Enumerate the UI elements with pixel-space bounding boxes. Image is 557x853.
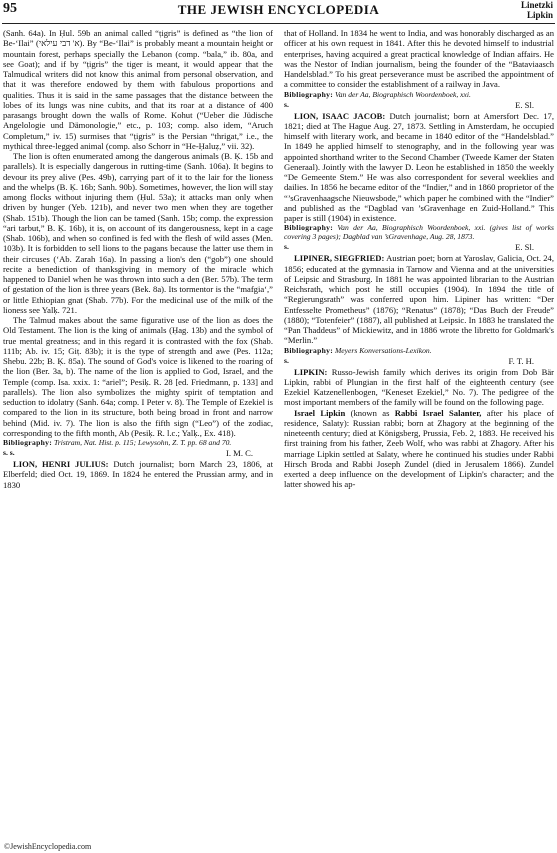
entry-lipiner: [284, 253, 554, 345]
signature-line: [3, 447, 273, 459]
author-initials: E. Sl.: [515, 99, 534, 110]
classification-mark: s.: [284, 242, 289, 252]
author-initials: F. T. H.: [508, 355, 534, 366]
entry-text: after his place of residence, Salaty): Russian rabbi; born at Zhagory at the beginning of the nineteenth century; died at Königsberg, Prussia, Feb. 2, 1883. He received his first training from his father, Zeeb Wolf, who was rabbi at Zhagory. After his marriage Lipkin settled at Salaty, where he continued his studies under Rabbi Hirsch Broda and Rabbi Joseph Zundel (died in Jerusalem 1866). Zundel exerted a deep influence on the development of Lipkin's character; and the latter showed his ap-: [284, 407, 554, 490]
entry-title: LION, ISAAC JACOB:: [294, 110, 386, 121]
right-column: [284, 28, 554, 490]
signature-line: [284, 355, 554, 367]
entry-title: LION, HENRI JULIUS:: [13, 459, 109, 469]
signature-line: [284, 99, 554, 111]
subentry-connector: (known as: [345, 407, 395, 418]
bibliography-text: Van der Aa, Biographisch Woordenboek, xxi. (gives list of works covering 3 pages); Dagblad van ’sGravenhage, Aug. 28, 1873.: [284, 223, 554, 242]
classification-mark: s.: [284, 99, 289, 109]
entry-israel-lipkin: [284, 408, 554, 490]
bibliography: [3, 438, 273, 447]
bibliography-label: Bibliography:: [284, 345, 334, 355]
bibliography-text: Tristram, Nat. Hist. p. 115; Lewysohn, Z. T. pp. 68 and 70.: [53, 438, 232, 447]
entry-lion-isaac: [284, 111, 554, 224]
catchword-first: Linetzki: [520, 0, 553, 10]
classification-mark: s. s.: [3, 448, 15, 457]
entry-lipkin: [284, 367, 554, 408]
signature-line: [284, 241, 554, 253]
bibliography-text: Van der Aa, Biographisch Woordenboek, xxi.: [334, 89, 471, 99]
classification-mark: s.: [284, 355, 289, 365]
bibliography: [284, 346, 554, 355]
copyright-footer: ©JewishEncyclopedia.com: [4, 842, 92, 851]
catchwords: [521, 0, 553, 20]
bibliography: [284, 90, 554, 99]
page-number: 95: [3, 1, 17, 16]
entry-text: Dutch journalist; born at Amersfort Dec. 17, 1821; died at The Hague Aug. 27, 1873. Settling in Amsterdam, he occupied himself with literary work, and became in 1840 editor of the “Handelsblad.” In 1849 he applied himself to stenography, and in the following year was appointed shorthand writer to the Second Chamber (Tweede Kamer der Staten Generaal). Jointly with the lawyer D. Leon he established in 1850 the weekly “De Gemeente Stem.” He was also correspondent for several weeklies and dailies. In 1856 he became editor of the “Indier,” and in 1860 proprietor of the “’sGravenhaagsche Nieuwsbode,” which paper he combined with the “Indier” and published as the “Dagblad van ’sGravenhage en Zuid-Holland.” This paper is still (1904) in existence.: [284, 110, 554, 223]
left-column: [3, 28, 273, 490]
entry-lion-henri: [3, 459, 273, 490]
lion-paragraph: The Talmud makes about the same figurative use of the lion as does the Old Testament. The lion is the king of animals (Ḥag. 13b) and the symbol of true mental greatness; and in this regard it is contrasted with the fox (Shab. 111b; Ab. iv. 15; Giṭ. 83b); it is the type of strength and awe (Pes. 112a; Shebu. 22b; B. Ḳ. 85a). The sound of God's voice is likened to the roaring of the lion (Ber. 3a, b). The name of the lion is applied to God, Israel, and the Temple (comp. Isa. xxix. 1: “ariel”; Pesiḳ. R. 28 [ed. Friedmann, p. 133] and parallels). The lion also symbolizes the mighty spirit of temptation and seduction to idolatry (Sanh. 64a; comp. I Peter v. 8). The Temple of Ezekiel is compared to the lion in its structure, both being broad in front and narrow behind (Mid. iv. 7). The lion is also the fifth sign (“Leo”) of the zodiac, corresponding to the fifth month, Ab (Pesiḳ. R. l.c.; Yalḳ., Ex. 418).: [3, 315, 273, 438]
entry-text: Dutch journalist; born March 23, 1806, at Elberfeld; died Oct. 19, 1869. In 1824 he entered the Prussian army, and in 1830: [3, 459, 273, 490]
entry-title: LIPKIN:: [294, 366, 328, 377]
bibliography-label: Bibliography:: [284, 223, 334, 233]
lion-paragraph: The lion is often enumerated among the dangerous animals (B. Ḳ. 15b and parallels). It is especially dangerous in rutting-time (Sanh. 106a). It begins to devour its prey alive (Pes. 49b), carrying part of it to the lair for the lioness and the whelps (B. Ḳ. 16b; Sanh. 90b). Sometimes, however, the lion will stay among flocks without injuring them (Ḥul. 53a); it attacks man only when driven by hunger (Yeb. 121b), and never two men when they are together (Shab. 151b). Though the lion can be tamed (Sanh. 15b; comp. the expression “ari tarbut,” B. Ḳ. 16b), it is, on account of its dangerousness, kept in a cage (Shab. 106b), and when so confined is fed with the flesh of wild asses (Men. 103b). It is forbidden to sell lions to the pagans because the latter use them in their circuses (‘Ab. Zarah 16a). In passing a lion's den (“gob”) one should recite a benediction of thanksgiving in memory of the miracle which happened to Daniel when he was thrown into such a den (Ber. 57b). The term of gestation of the lion is three years (Bek. 8a). Its tormentor is the “mafgia‘,” or little Ethiopian gnat (Shab. 77b). For the medicinal use of the milk of the lioness see Yalḳ. 721.: [3, 151, 273, 315]
author-initials: E. Sl.: [515, 242, 534, 253]
bibliography-label: Bibliography:: [284, 89, 334, 99]
entry-text: Russo-Jewish family which derives its origin from Dob Bär Lipkin, rabbi of Plungian in the first half of the eighteenth century (see Ezekiel Katzenellenbogen, “Keneset Ezekiel,” No. 7). The pedigree of the most important members of the family will be found on the following page.: [284, 366, 554, 408]
author-initials: I. M. C.: [226, 448, 253, 458]
lion-paragraph: (Sanh. 64a). In Ḥul. 59b an animal called “ṭigris” is defined as “the lion of Be-‘Ilai” (א' דבי עילאי). By “Be-‘Ilai” is probably meant a mountain height or mountain forest, perhaps specially the Lebanon (comp. “bala,” ib. 80a, and see Goat); and if by “ṭigris” the tiger is meant, it would appear that the Talmudical writers did not know this animal from personal observation, and that it was therefore endowed by them with fabulous proportions and qualities. Thus it is said in the same passages that the distance between the lobes of its lungs was nine cubits, and that its roar at a distance of 400 parasangs brought down the walls of Rome. Kohut (“Ueber die Jüdische Angelologie und Dämonologie,” etc., p. 103; comp. also idem, “Aruch Completum,” iv. 15) surmises that “ṭigris” is the Persian “thrigat,” i.e., the mythical three-legged animal (comp. also Schorr in “He-Ḥaluẓ,” vii. 32).: [3, 28, 274, 151]
bibliography: [284, 223, 554, 241]
subentry-alias: Rabbi Israel Salanter,: [394, 407, 482, 418]
subentry-title: Israel Lipkin: [294, 407, 346, 418]
running-head-title: THE JEWISH ENCYCLOPEDIA: [177, 2, 380, 17]
catchword-last: Lipkin: [526, 10, 553, 20]
bibliography-text: Meyers Konversations-Lexikon.: [334, 345, 432, 355]
entry-text: Austrian poet; born at Yaroslav, Galicia, Oct. 24, 1856; educated at the gymnasia in Tarnow and Vienna and at the universities of Leipsic and Strasburg. In 1881 he was appointed librarian to the Austrian Reichsrath, which post he still occupies (1904). In 1894 the title of “Regierungsrath” was conferred upon him. Lipiner has written: “Der Entfesselte Prometheus” (1876); “Renatus” (1878); “Das Buch der Freude” (1880); “Totenfeier” (1887), all published at Leipsic. In 1883 he translated the “Pan Thaddeus” of Mickiewitz, and in 1886 wrote the libretto for Goldmark's “Merlin.”: [284, 253, 554, 346]
header-rule: [2, 23, 555, 24]
bibliography-label: Bibliography:: [3, 438, 53, 447]
entry-text: that of Holland. In 1834 he went to India, and was honorably discharged as an officer at his own request in 1841. After this he devoted himself to industrial enterprises, having acquired a great practical knowledge of Indian affairs. He was the Nestor of Indian journalism, being the founder of the “Bataviaasch Handelsblad.” To his great perseverance must be ascribed the appointment of a committee to consider the establishment of a railway in Java.: [284, 28, 554, 90]
entry-title: LIPINER, SIEGFRIED:: [294, 253, 385, 264]
